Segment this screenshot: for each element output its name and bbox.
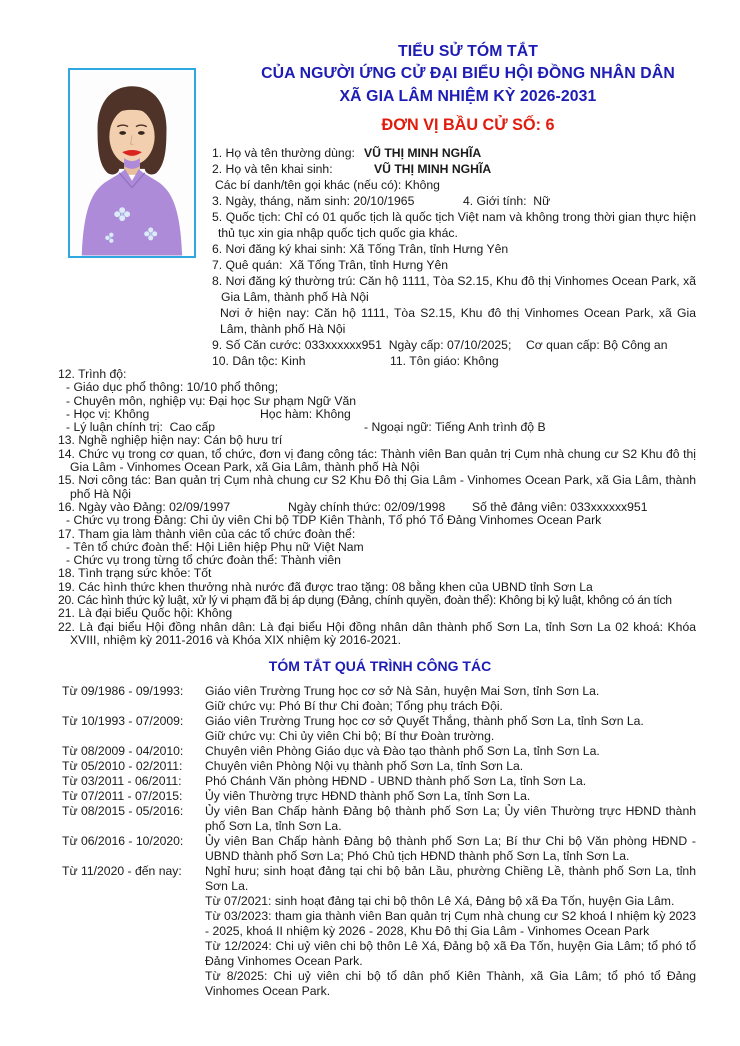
profile-item-3-4	[212, 193, 696, 209]
doc-title-line-1: TIỂU SỬ TÓM TẮT	[397, 43, 539, 60]
timeline-paragraph: Từ 8/2025: Chi uỷ viên chi bộ tổ dân phố Kiên Thành, xã Gia Lâm; tổ phó tổ Đảng Vinhomes Ocean Park.	[205, 969, 696, 998]
profile-item-17-organizations: 17. Tham gia làm thành viên của các tổ chức đoàn thể:	[58, 526, 356, 541]
item-1-label: 1. Họ và tên thường dùng:	[212, 146, 355, 160]
item-9-issuer: Cơ quan cấp: Bộ Công an	[526, 338, 668, 352]
timeline-row	[62, 774, 696, 789]
timeline-paragraph: Từ 07/2021: sinh hoạt đảng tại chi bộ thôn Lê Xá, Đảng bộ xã Đa Tốn, huyện Gia Lâm.	[205, 894, 675, 908]
profile-item-8-current-residence: Nơi ở hiện nay: Căn hộ 1111, Tòa S2.15, Khu đô thị Vinhomes Ocean Park, xã Gia Lâm, thành phố Hà Nội	[220, 306, 696, 336]
timeline-date: Từ 08/2015 - 05/2016:	[62, 804, 184, 818]
timeline-paragraph: Ủy viên Thường trực HĐND thành phố Sơn La, tỉnh Sơn La.	[205, 789, 531, 803]
profile-item-20-discipline: 20. Các hình thức kỷ luật, xử lý vi phạm đã bị áp dụng (Đảng, chính quyền, đoàn thể): Không bị kỷ luật, không có án tích	[58, 593, 672, 608]
timeline-row	[62, 744, 696, 759]
timeline-paragraph: Từ 03/2023: tham gia thành viên Ban quản trị Cụm nhà chung cư S2 khoá I nhiệm kỳ 2023 - 2025, khoá II nhiệm kỳ 2026 - 2028, Khu Đô thị Gia Lâm - Vinhomes Ocean Park	[205, 909, 696, 938]
timeline-paragraph: Giữ chức vụ: Phó Bí thư Chi đoàn; Tổng phụ trách Đội.	[205, 699, 503, 713]
profile-item-8-permanent-residence: 8. Nơi đăng ký thường trú: Căn hộ 1111, Tòa S2.15, Khu đô thị Vinhomes Ocean Park, xã Gia Lâm, thành phố Hà Nội	[212, 274, 696, 304]
profile-item-18-health: 18. Tình trạng sức khỏe: Tốt	[58, 566, 212, 581]
profile-item-2-alias: Các bí danh/tên gọi khác (nếu có): Không	[215, 178, 440, 192]
document-header	[198, 41, 738, 136]
item-2-value-name: VŨ THỊ MINH NGHĨA	[374, 162, 492, 176]
item-16-party-join-date: 16. Ngày vào Đảng: 02/09/1997	[58, 499, 231, 514]
candidate-photo	[68, 68, 196, 258]
timeline-description	[205, 759, 696, 774]
item-11-religion: 11. Tôn giáo: Không	[390, 354, 499, 368]
profile-item-1	[212, 145, 696, 161]
timeline-row	[62, 714, 696, 744]
profile-item-5-nationality: 5. Quốc tịch: Chỉ có 01 quốc tịch là quốc tịch Việt nam và không trong thời gian thực hiện thủ tục xin gia nhập quốc tịch quốc gia khác.	[212, 210, 696, 240]
profile-item-22-peoples-council: 22. Là đại biểu Hội đồng nhân dân: Là đại biểu Hội đồng nhân dân thành phố Sơn La, tỉnh Sơn La 02 khoá: Khóa XVIII, nhiệm kỳ 2011-2016 và Khóa XIX nhiệm kỳ 2016-2021.	[58, 619, 696, 647]
timeline-paragraph: Chuyên viên Phòng Giáo dục và Đào tạo thành phố Sơn La, tỉnh Sơn La.	[205, 744, 600, 758]
item-12-foreign-language: - Ngoại ngữ: Tiếng Anh trình độ B	[364, 420, 546, 435]
timeline-paragraph: Chuyên viên Phòng Nội vụ thành phố Sơn La, tỉnh Sơn La.	[205, 759, 524, 773]
timeline-row	[62, 804, 696, 834]
timeline-row	[62, 864, 696, 999]
profile-item-15-workplace: 15. Nơi công tác: Ban quản trị Cụm nhà chung cư S2 Khu Đô thị Gia Lâm - Vinhomes Ocean Park, xã Gia Lâm, thành phố Hà Nội	[58, 473, 696, 501]
timeline-date: Từ 08/2009 - 04/2010:	[62, 744, 184, 758]
timeline-paragraph: Giáo viên Trường Trung học cơ sở Nà Sản, huyện Mai Sơn, tỉnh Sơn La.	[205, 684, 600, 698]
item-12-theory-language	[66, 421, 696, 434]
profile-items-right-column	[212, 145, 696, 369]
timeline-date: Từ 07/2011 - 07/2015:	[62, 789, 183, 803]
timeline-description	[205, 744, 696, 759]
career-timeline	[62, 684, 696, 999]
profile-item-19-awards: 19. Các hình thức khen thưởng nhà nước đã được trao tặng: 08 bằng khen của UBND tỉnh Sơn La	[58, 579, 593, 594]
timeline-row	[62, 789, 696, 804]
timeline-paragraph: Từ 12/2024: Chi uỷ viên chi bộ thôn Lê Xá, Đảng bộ xã Đa Tốn, huyện Gia Lâm; tổ phó tổ Đảng Vinhomes Ocean Park.	[205, 939, 696, 968]
item-16-party-position: - Chức vụ trong Đảng: Chi ủy viên Chi bộ TDP Kiên Thành, Tổ phó Tổ Đảng Vinhomes Ocean Park	[66, 513, 602, 528]
item-12-degrees	[66, 408, 696, 421]
timeline-date: Từ 10/1993 - 07/2009:	[62, 714, 184, 728]
profile-item-2	[212, 161, 696, 177]
timeline-description	[205, 774, 696, 789]
timeline-paragraph: Phó Chánh Văn phòng HĐND - UBND thành phố Sơn La, tỉnh Sơn La.	[205, 774, 587, 788]
item-17-organization-name: - Tên tổ chức đoàn thể: Hội Liên hiệp Phụ nữ Việt Nam	[66, 539, 364, 554]
timeline-date: Từ 03/2011 - 06/2011:	[62, 774, 182, 788]
timeline-description	[205, 789, 696, 804]
item-1-value-name: VŨ THỊ MINH NGHĨA	[364, 146, 482, 160]
profile-item-16-party	[58, 501, 696, 514]
timeline-paragraph: Ủy viên Ban Chấp hành Đảng bộ thành phố Sơn La; Bí thư Chi bộ Văn phòng HĐND - UBND thành phố Sơn La; Phó Chủ tịch HĐND thành phố Sơn La, tỉnh Sơn La.	[205, 834, 696, 863]
item-9-id-number: 9. Số Căn cước: 033xxxxxx951 Ngày cấp: 07/10/2025;	[212, 338, 512, 352]
timeline-paragraph: Giáo viên Trường Trung học cơ sở Quyết Thắng, thành phố Sơn La, tỉnh Sơn La.	[205, 714, 644, 728]
timeline-row	[62, 834, 696, 864]
profile-item-10-11	[212, 353, 696, 369]
item-16-official-date: Ngày chính thức: 02/09/1998	[288, 499, 446, 514]
timeline-date: Từ 05/2010 - 02/2011:	[62, 759, 183, 773]
timeline-description	[205, 714, 696, 744]
timeline-description	[205, 684, 696, 714]
timeline-paragraph: Nghỉ hưu; sinh hoạt đảng tại chi bộ bản Lầu, phường Chiềng Lề, thành phố Sơn La, tỉnh Sơn La.	[205, 864, 696, 893]
item-12-degree: - Học vị: Không	[66, 406, 150, 421]
timeline-description	[205, 864, 696, 999]
timeline-paragraph: Ủy viên Ban Chấp hành Đảng bộ thành phố Sơn La; Ủy viên Thường trực HĐND thành phố Sơn La, tỉnh Sơn La.	[205, 804, 696, 833]
item-4-gender: 4. Giới tính: Nữ	[463, 194, 551, 208]
timeline-description	[205, 804, 696, 834]
item-17-organization-role: - Chức vụ trong từng tổ chức đoàn thể: Thành viên	[66, 553, 341, 568]
profile-item-12: 12. Trình độ:	[58, 367, 127, 381]
profile-item-9-id-card	[212, 337, 696, 353]
timeline-description	[205, 834, 696, 864]
timeline-date: Từ 06/2016 - 10/2020:	[62, 834, 184, 848]
doc-title-line-3: XÃ GIA LÂM NHIỆM KỲ 2026-2031	[339, 87, 597, 105]
timeline-date: Từ 11/2020 - đến nay:	[62, 864, 182, 878]
timeline-row	[62, 759, 696, 774]
doc-title-line-2: CỦA NGƯỜI ỨNG CỬ ĐẠI BIỂU HỘI ĐỒNG NHÂN DÂN	[261, 65, 675, 83]
timeline-date: Từ 09/1986 - 09/1993:	[62, 684, 184, 698]
election-unit-line: ĐƠN VỊ BẦU CỬ SỐ: 6	[381, 116, 555, 135]
item-16-card-number: Số thẻ đảng viên: 033xxxxxx951	[472, 499, 648, 514]
profile-items-full-width	[58, 368, 696, 647]
item-12-general-education: - Giáo dục phổ thông: 10/10 phổ thông;	[66, 380, 279, 395]
timeline-paragraph: Giữ chức vụ: Chi ủy viên Chi bộ; Bí thư Đoàn trường.	[205, 729, 495, 743]
item-10-ethnicity: 10. Dân tộc: Kinh	[212, 354, 306, 368]
profile-item-14-position: 14. Chức vụ trong cơ quan, tổ chức, đơn vị đang công tác: Thành viên Ban quản trị Cụm nhà chung cư S2 Khu đô thị Gia Lâm - Vinhomes Ocean Park, xã Gia Lâm, thành phố Hà Nội	[58, 446, 696, 475]
profile-item-21-national-assembly: 21. Là đại biểu Quốc hội: Không	[58, 606, 233, 621]
profile-item-13-occupation: 13. Nghề nghiệp hiện nay: Cán bộ hưu trí	[58, 433, 283, 448]
item-12-political-theory: - Lý luận chính trị: Cao cấp	[66, 420, 216, 435]
item-2-label: 2. Họ và tên khai sinh:	[212, 162, 333, 176]
item-12-professional-education: - Chuyên môn, nghiệp vụ: Đại học Sư phạm Ngữ Văn	[66, 393, 357, 408]
item-3-birthdate: 3. Ngày, tháng, năm sinh: 20/10/1965	[212, 194, 415, 208]
profile-item-7-hometown: 7. Quê quán: Xã Tống Trân, tỉnh Hưng Yên	[212, 258, 449, 272]
item-12-academic-title: Học hàm: Không	[260, 406, 351, 421]
profile-item-6-birth-registration: 6. Nơi đăng ký khai sinh: Xã Tống Trân, tỉnh Hưng Yên	[212, 242, 509, 256]
timeline-row	[62, 684, 696, 714]
portrait-illustration	[70, 70, 194, 256]
career-summary-heading: TÓM TẮT QUÁ TRÌNH CÔNG TÁC	[268, 658, 492, 674]
